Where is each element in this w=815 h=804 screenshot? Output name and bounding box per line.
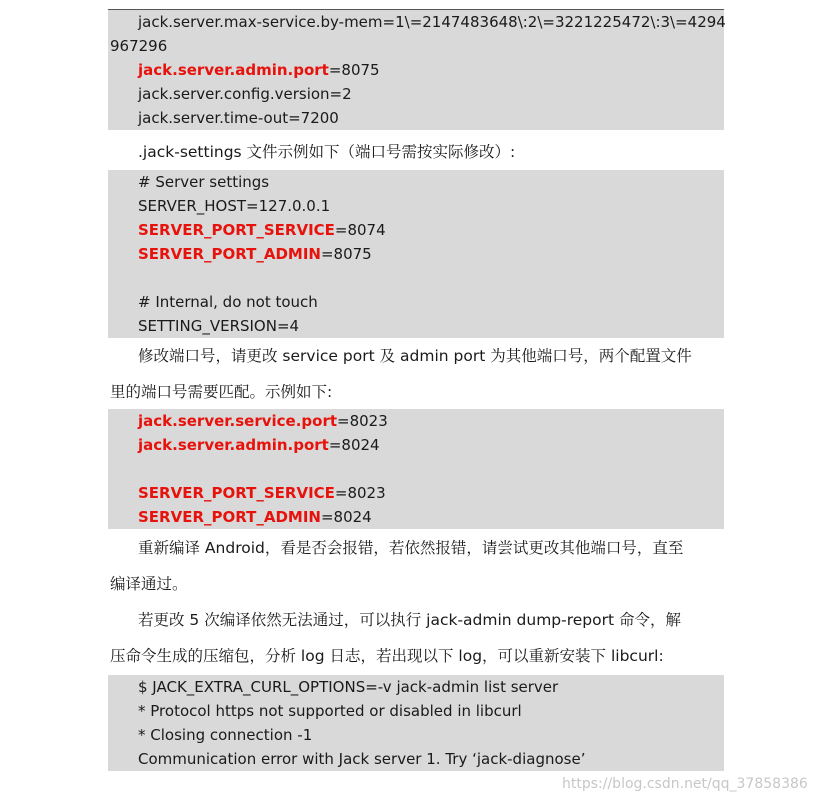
paragraph-text: .jack-settings 文件示例如下（端口号需按实际修改）: bbox=[138, 143, 516, 161]
highlight-key: SERVER_PORT_ADMIN bbox=[138, 245, 321, 263]
code-line: * Protocol https not supported or disabled in libcurl bbox=[138, 702, 522, 720]
code-line: jack.server.config.version=2 bbox=[138, 85, 352, 103]
paragraph-recompile bbox=[110, 530, 722, 602]
code-value: =8024 bbox=[320, 508, 372, 526]
paragraph-modify-ports bbox=[110, 338, 722, 410]
highlight-key: SERVER_PORT_ADMIN bbox=[138, 508, 321, 526]
code-value: =8074 bbox=[334, 221, 386, 239]
paragraph-line: 压命令生成的压缩包，分析 log 日志，若出现以下 log，可以重新安装下 libcurl: bbox=[110, 647, 664, 665]
code-line: jack.server.time-out=7200 bbox=[138, 109, 339, 127]
code-block-port-example bbox=[108, 409, 724, 529]
paragraph-line: 若更改 5 次编译依然无法通过，可以执行 jack-admin dump-report 命令，解 bbox=[138, 611, 681, 629]
paragraph-line: 编译通过。 bbox=[110, 575, 188, 593]
code-value: =8075 bbox=[320, 245, 372, 263]
csdn-watermark: https://blog.csdn.net/qq_37858386 bbox=[562, 776, 808, 792]
code-line: $ JACK_EXTRA_CURL_OPTIONS=-v jack-admin list server bbox=[138, 678, 559, 696]
code-block-jack-config bbox=[108, 10, 724, 130]
code-line bbox=[138, 505, 724, 529]
code-line: Communication error with Jack server 1. Try ‘jack-diagnose’ bbox=[138, 750, 586, 768]
highlight-key: jack.server.admin.port bbox=[138, 61, 329, 79]
paragraph-line: 重新编译 Android，看是否会报错，若依然报错，请尝试更改其他端口号，直至 bbox=[138, 539, 684, 557]
code-line bbox=[138, 58, 724, 82]
highlight-key: SERVER_PORT_SERVICE bbox=[138, 221, 335, 239]
code-line: SERVER_HOST=127.0.0.1 bbox=[138, 197, 331, 215]
code-value: =8023 bbox=[334, 484, 386, 502]
paragraph-line: 修改端口号，请更改 service port 及 admin port 为其他端口号，两个配置文件 bbox=[138, 347, 692, 365]
highlight-key: jack.server.service.port bbox=[138, 412, 338, 430]
code-line bbox=[138, 481, 724, 505]
paragraph-settings-intro bbox=[110, 134, 722, 170]
code-value: =8024 bbox=[328, 436, 380, 454]
code-line bbox=[138, 218, 724, 242]
blank-line bbox=[138, 266, 724, 290]
code-value: =8075 bbox=[328, 61, 380, 79]
code-block-curl-error-log bbox=[108, 675, 724, 771]
code-line: # Server settings bbox=[138, 173, 270, 191]
paragraph-dump-report bbox=[110, 602, 722, 674]
code-block-jack-settings bbox=[108, 170, 724, 338]
code-line: # Internal, do not touch bbox=[138, 293, 318, 311]
code-line-wrap: 967296 bbox=[110, 37, 168, 55]
paragraph-line: 里的端口号需要匹配。示例如下: bbox=[110, 383, 333, 401]
code-line: SETTING_VERSION=4 bbox=[138, 317, 300, 335]
code-line bbox=[138, 409, 724, 433]
code-line bbox=[138, 433, 724, 457]
code-line: jack.server.max-service.by-mem=1\=2147483648\:2\=3221225472\:3\=4294 bbox=[138, 13, 726, 31]
code-value: =8023 bbox=[337, 412, 388, 430]
blank-line bbox=[138, 457, 724, 481]
code-line: * Closing connection -1 bbox=[138, 726, 313, 744]
highlight-key: jack.server.admin.port bbox=[138, 436, 329, 454]
highlight-key: SERVER_PORT_SERVICE bbox=[138, 484, 335, 502]
code-line bbox=[138, 242, 724, 266]
